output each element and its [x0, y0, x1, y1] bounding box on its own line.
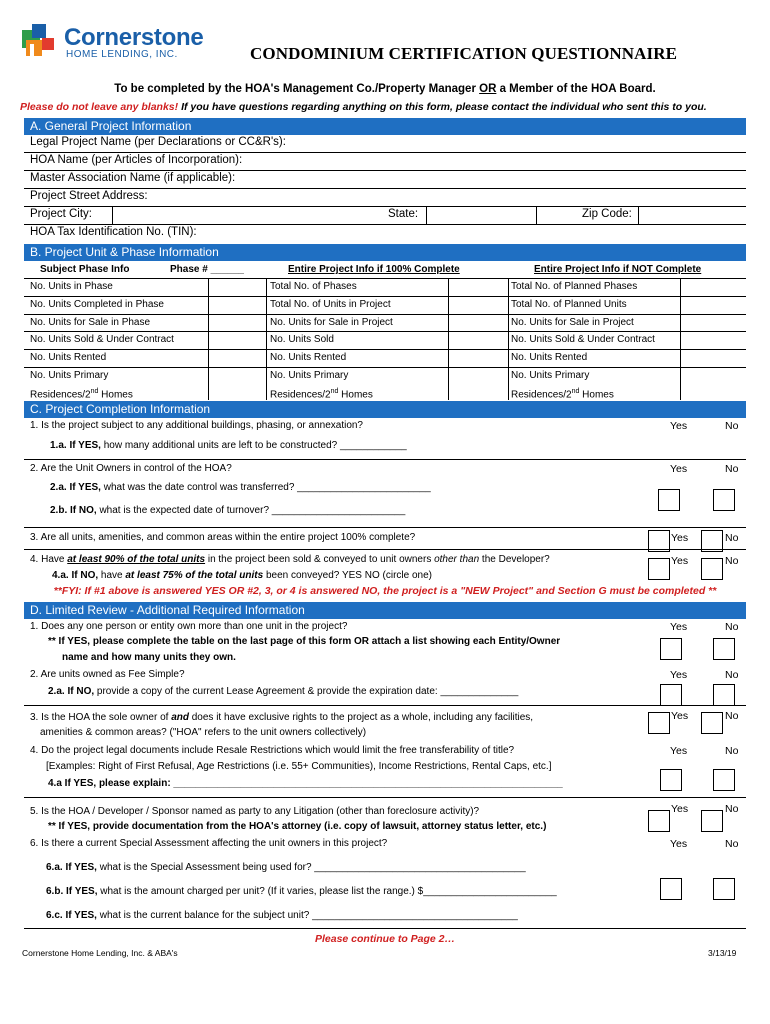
c-q4a: 4.a. If NO, have at least 75% of the total units been conveyed? YES NO (circle one): [52, 570, 432, 581]
d-q5-no-checkbox[interactable]: [701, 810, 723, 832]
c-q1-yes: Yes: [670, 420, 688, 432]
d-q4-no-checkbox[interactable]: [713, 769, 735, 791]
tin-label: HOA Tax Identification No. (TIN):: [30, 226, 197, 238]
c-q4: 4. Have at least 90% of the total units in the project been sold & conveyed to unit owners other than the Developer?: [30, 554, 550, 565]
d-q6b: 6.b. If YES, what is the amount charged per unit? (If it varies, please list the range.) $________________________: [46, 886, 557, 897]
logo-icon: [22, 24, 60, 60]
not-complete-header: Entire Project Info if NOT Complete: [534, 264, 702, 275]
b-row: No. Units in Phase: [30, 281, 113, 292]
b-row: No. Units Sold & Under Contract: [511, 334, 655, 345]
d-q5-yes-checkbox[interactable]: [648, 810, 670, 832]
d-q1-yes: Yes: [670, 621, 688, 633]
fyi-note: **FYI: If #1 above is answered YES OR #2, 3, or 4 is answered NO, the project is a "NEW Project" and Section G must be completed **: [53, 585, 717, 597]
b-row: No. Units Rented: [511, 352, 588, 363]
d-q5-no: No: [725, 803, 739, 815]
c-q4-yes: Yes: [671, 555, 689, 567]
c-q4-yes-checkbox[interactable]: [648, 558, 670, 580]
section-c-header: C. Project Completion Information: [24, 401, 746, 418]
d-q1-no-checkbox[interactable]: [713, 638, 735, 660]
complete-header: Entire Project Info if 100% Complete: [288, 264, 460, 275]
city-label: Project City:: [30, 208, 92, 220]
d-q3-no: No: [725, 710, 739, 722]
d-q3-note: amenities & common areas? ("HOA" refers to the unit owners collectively): [40, 727, 367, 738]
d-q6-no: No: [725, 838, 739, 850]
d-q2-yes-checkbox[interactable]: [660, 684, 682, 706]
c-q4-no: No: [725, 555, 739, 567]
d-q5-yes: Yes: [671, 803, 689, 815]
d-q3-yes-checkbox[interactable]: [648, 712, 670, 734]
c-q2b: 2.b. If NO, what is the expected date of turnover? ________________________: [50, 505, 406, 516]
d-q1-no: No: [725, 621, 739, 633]
c-q4-no-checkbox[interactable]: [701, 558, 723, 580]
footer-date: 3/13/19: [708, 948, 737, 958]
c-q1: 1. Is the project subject to any additional buildings, phasing, or annexation?: [30, 420, 363, 431]
d-q3-no-checkbox[interactable]: [701, 712, 723, 734]
hoa-name-label: HOA Name (per Articles of Incorporation):: [30, 154, 243, 166]
section-a-header: A. General Project Information: [24, 118, 746, 135]
c-q1a: 1.a. If YES, how many additional units are left to be constructed? ____________: [50, 440, 407, 451]
c-q3: 3. Are all units, amenities, and common areas within the entire project 100% complete?: [30, 532, 416, 543]
d-q2-no-checkbox[interactable]: [713, 684, 735, 706]
d-q2: 2. Are units owned as Fee Simple?: [30, 669, 185, 680]
b-row: Residences/2nd Homes: [270, 388, 373, 401]
d-q6-no-checkbox[interactable]: [713, 878, 735, 900]
b-row: No. Units for Sale in Project: [270, 317, 393, 328]
subject-phase-header: Subject Phase Info: [40, 264, 130, 275]
d-q5: 5. Is the HOA / Developer / Sponsor named as party to any Litigation (other than foreclosure activity)?: [30, 806, 480, 817]
d-q4a: 4.a If YES, please explain: ______________________________________________________________________: [48, 778, 563, 789]
d-q4-yes-checkbox[interactable]: [660, 769, 682, 791]
d-q6c: 6.c. If YES, what is the current balance for the subject unit? _____________________________________: [46, 910, 518, 921]
c-q3-no: No: [725, 532, 739, 544]
b-row: Total No. of Units in Project: [270, 299, 391, 310]
d-q6-yes-checkbox[interactable]: [660, 878, 682, 900]
instructions: To be completed by the HOA's Management Co./Property Manager OR a Member of the HOA Board.: [114, 83, 656, 95]
b-row: No. Units Rented: [30, 352, 107, 363]
b-row: Total No. of Planned Units: [511, 299, 627, 310]
section-d-header: D. Limited Review - Additional Required Information: [24, 602, 746, 619]
b-row: Total No. of Planned Phases: [511, 281, 638, 292]
d-q1-note: ** If YES, please complete the table on the last page of this form OR attach a list showing each Entity/Owner: [48, 636, 561, 647]
warning: Please do not leave any blanks! If you have questions regarding anything on this form, please contact the individual who sent this to you.: [20, 101, 707, 113]
legal-name-label: Legal Project Name (per Declarations or CC&R's):: [30, 136, 286, 148]
brand-subtitle: HOME LENDING, INC.: [66, 49, 178, 60]
c-q2a: 2.a. If YES, what was the date control was transferred? ________________________: [50, 482, 431, 493]
master-assoc-label: Master Association Name (if applicable):: [30, 172, 236, 184]
c-q2-no: No: [725, 463, 739, 475]
b-row: No. Units Completed in Phase: [30, 299, 164, 310]
d-q1-yes-checkbox[interactable]: [660, 638, 682, 660]
d-q3-yes: Yes: [671, 710, 689, 722]
b-row: Residences/2nd Homes: [511, 388, 614, 401]
state-label: State:: [388, 208, 419, 220]
b-row: No. Units for Sale in Phase: [30, 317, 151, 328]
phase-number-header: Phase # ______: [170, 264, 244, 275]
b-row: Residences/2nd Homes: [30, 388, 133, 401]
c-q3-yes: Yes: [671, 532, 689, 544]
footer-left: Cornerstone Home Lending, Inc. & ABA's: [22, 948, 178, 958]
d-q6-yes: Yes: [670, 838, 688, 850]
b-row: Total No. of Phases: [270, 281, 357, 292]
d-q4-yes: Yes: [670, 745, 688, 757]
d-q4: 4. Do the project legal documents include Resale Restrictions which would limit the free transferability of title?: [30, 745, 515, 756]
d-q5-note: ** If YES, provide documentation from the HOA's attorney (i.e. copy of lawsuit, attorney status letter, etc.): [48, 821, 547, 832]
continue-note: Please continue to Page 2…: [314, 933, 456, 945]
zip-label: Zip Code:: [582, 208, 632, 220]
b-row: No. Units Sold: [270, 334, 334, 345]
d-q4-no: No: [725, 745, 739, 757]
street-label: Project Street Address:: [30, 190, 148, 202]
c-q2: 2. Are the Unit Owners in control of the HOA?: [30, 463, 232, 474]
c-q2-yes: Yes: [670, 463, 688, 475]
b-row: No. Units for Sale in Project: [511, 317, 634, 328]
b-row: No. Units Sold & Under Contract: [30, 334, 174, 345]
c-q1-no: No: [725, 420, 739, 432]
c-q2-yes-checkbox[interactable]: [658, 489, 680, 511]
brand-name: Cornerstone: [64, 24, 204, 51]
b-row: No. Units Primary: [30, 370, 109, 381]
d-q4-note: [Examples: Right of First Refusal, Age Restrictions (i.e. 55+ Communities), Income Restrictions, Rental Caps, etc.]: [46, 761, 552, 772]
d-q6a: 6.a. If YES, what is the Special Assessment being used for? ______________________________________: [46, 862, 526, 873]
d-q1-note2: name and how many units they own.: [62, 652, 236, 663]
d-q1: 1. Does any one person or entity own more than one unit in the project?: [30, 621, 348, 632]
d-q3: 3. Is the HOA the sole owner of and does it have exclusive rights to the project as a whole, including any facilities,: [30, 712, 534, 723]
c-q2-no-checkbox[interactable]: [713, 489, 735, 511]
page-title: CONDOMINIUM CERTIFICATION QUESTIONNAIRE: [250, 44, 678, 63]
b-row: No. Units Rented: [270, 352, 347, 363]
b-row: No. Units Primary: [511, 370, 590, 381]
d-q2-yes: Yes: [670, 669, 688, 681]
d-q2-no: No: [725, 669, 739, 681]
d-q2a: 2.a. If NO, provide a copy of the current Lease Agreement & provide the expiration date: ______________: [48, 686, 519, 697]
b-row: No. Units Primary: [270, 370, 349, 381]
d-q6: 6. Is there a current Special Assessment affecting the unit owners in this project?: [30, 838, 388, 849]
section-b-header: B. Project Unit & Phase Information: [24, 244, 746, 261]
